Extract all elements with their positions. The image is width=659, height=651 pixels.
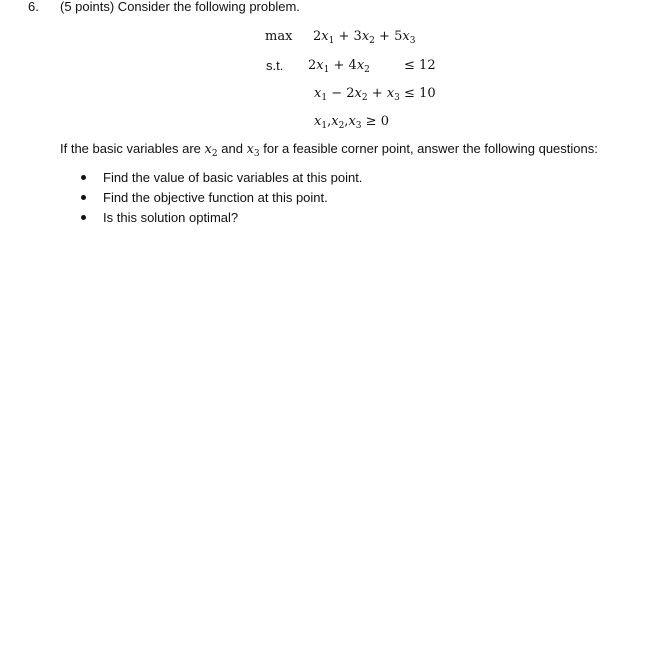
list-item: Find the value of basic variables at this point.	[80, 170, 362, 190]
question-intro: If the basic variables are $x_2$ and $x_3$ for a feasible corner point, answer the following questions:	[60, 141, 598, 159]
bullet-icon	[81, 215, 86, 220]
question-list	[80, 170, 362, 230]
nonnegativity-constraint: $x_1,x_2,x_3 \ge 0$	[314, 114, 389, 131]
constraint-label: s.t.	[266, 58, 284, 73]
list-item: Is this solution optimal?	[80, 210, 362, 230]
objective-function: $2x_1 + 3x_2 + 5x_3$	[313, 29, 416, 46]
constraint-2: $x_1 - 2x_2 + x_3 \le 10$	[314, 86, 436, 103]
question-number: 6.	[28, 0, 39, 14]
constraint-1-rhs: ≤ 12	[404, 58, 436, 73]
objective-label: max	[265, 29, 293, 44]
bullet-icon	[81, 175, 86, 180]
question-header: (5 points) Consider the following problem.	[60, 0, 300, 14]
constraint-1-lhs: $2x_1 + 4x_2$	[308, 58, 370, 75]
list-item: Find the objective function at this point.	[80, 190, 362, 210]
bullet-icon	[81, 195, 86, 200]
